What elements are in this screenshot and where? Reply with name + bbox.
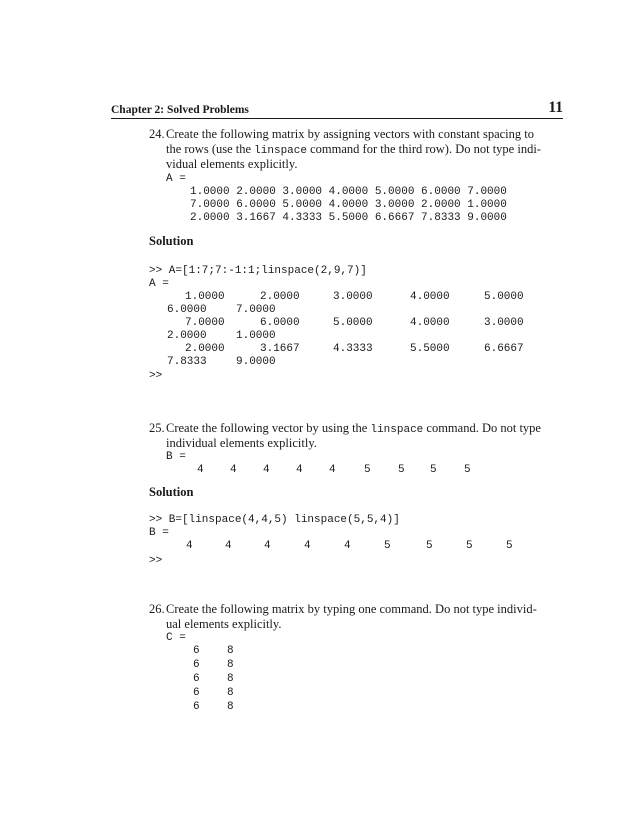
result-value: 4.0000 [410, 317, 450, 329]
solution-heading: Solution [149, 485, 194, 499]
result-value: 4.3333 [333, 343, 373, 355]
result-value: 4 [344, 540, 351, 552]
command-line: >> B=[linspace(4,4,5) linspace(5,5,4)] [149, 514, 400, 526]
matrix-row: 2.0000 3.1667 4.3333 5.5000 6.6667 7.8333 9.0000 [190, 212, 507, 224]
vector-value: 4 [230, 464, 237, 476]
inline-code: linspace [370, 424, 424, 436]
result-value: 7.0000 [185, 317, 225, 329]
vector-value: 5 [464, 464, 471, 476]
matrix-value: 8 [227, 645, 234, 657]
result-value: 5.5000 [410, 343, 450, 355]
matrix-value: 8 [227, 659, 234, 671]
problem-text-line: individual elements explicitly. [166, 436, 317, 450]
result-value: 5 [426, 540, 433, 552]
matrix-value: 6 [193, 673, 200, 685]
problem-text-line: the rows (use the linspace command for the third row). Do not type indi- [166, 142, 541, 157]
command-prompt: >> [149, 555, 163, 567]
result-value: 4 [264, 540, 271, 552]
problem-text-line: Create the following matrix by typing one command. Do not type individ- [166, 602, 537, 616]
result-value: 3.1667 [260, 343, 300, 355]
result-value: 7.0000 [236, 304, 276, 316]
solution-heading: Solution [149, 234, 194, 248]
result-value: 6.6667 [484, 343, 524, 355]
vector-value: 5 [398, 464, 405, 476]
result-value: 5 [466, 540, 473, 552]
page-header [111, 100, 563, 119]
chapter-title: Chapter 2: Solved Problems [111, 104, 249, 116]
problem-text-line: Create the following matrix by assigning vectors with constant spacing to [166, 127, 534, 141]
result-value: 4 [304, 540, 311, 552]
matrix-value: 8 [227, 701, 234, 713]
result-value: 3.0000 [484, 317, 524, 329]
result-value: 6.0000 [167, 304, 207, 316]
command-prompt: >> [149, 370, 163, 382]
result-value: 5.0000 [484, 291, 524, 303]
problem-text-line: Create the following vector by using the linspace command. Do not type [166, 421, 541, 436]
page-number: 11 [548, 99, 563, 116]
inline-code: linspace [254, 145, 307, 157]
matrix-value: 8 [227, 687, 234, 699]
result-value: 7.8333 [167, 356, 207, 368]
problem-text-line: vidual elements explicitly. [166, 157, 298, 171]
vector-value: 4 [263, 464, 270, 476]
matrix-value: 6 [193, 687, 200, 699]
result-value: 4 [225, 540, 232, 552]
result-value: 2.0000 [185, 343, 225, 355]
matrix-row: 7.0000 6.0000 5.0000 4.0000 3.0000 2.0000 1.0000 [190, 199, 507, 211]
result-value: 1.0000 [185, 291, 225, 303]
result-value: 9.0000 [236, 356, 276, 368]
result-value: 6.0000 [260, 317, 300, 329]
result-value: 5.0000 [333, 317, 373, 329]
problem-number: 26. [149, 602, 165, 616]
matrix-value: 6 [193, 659, 200, 671]
result-label: A = [149, 278, 169, 290]
vector-value: 4 [197, 464, 204, 476]
problem-text-line: ual elements explicitly. [166, 617, 282, 631]
matrix-label: A = [166, 173, 186, 185]
result-value: 5 [384, 540, 391, 552]
problem-number: 24. [149, 127, 165, 141]
result-value: 5 [506, 540, 513, 552]
result-value: 3.0000 [333, 291, 373, 303]
matrix-value: 6 [193, 701, 200, 713]
vector-value: 5 [364, 464, 371, 476]
vector-value: 4 [296, 464, 303, 476]
vector-value: 4 [329, 464, 336, 476]
command-line: >> A=[1:7;7:-1:1;linspace(2,9,7)] [149, 265, 367, 277]
result-value: 2.0000 [167, 330, 207, 342]
matrix-label: C = [166, 632, 186, 644]
result-value: 4 [186, 540, 193, 552]
result-value: 4.0000 [410, 291, 450, 303]
result-label: B = [149, 527, 169, 539]
matrix-value: 8 [227, 673, 234, 685]
result-value: 2.0000 [260, 291, 300, 303]
matrix-row: 1.0000 2.0000 3.0000 4.0000 5.0000 6.0000 7.0000 [190, 186, 507, 198]
problem-number: 25. [149, 421, 165, 435]
matrix-value: 6 [193, 645, 200, 657]
result-value: 1.0000 [236, 330, 276, 342]
vector-label: B = [166, 451, 186, 463]
vector-value: 5 [430, 464, 437, 476]
